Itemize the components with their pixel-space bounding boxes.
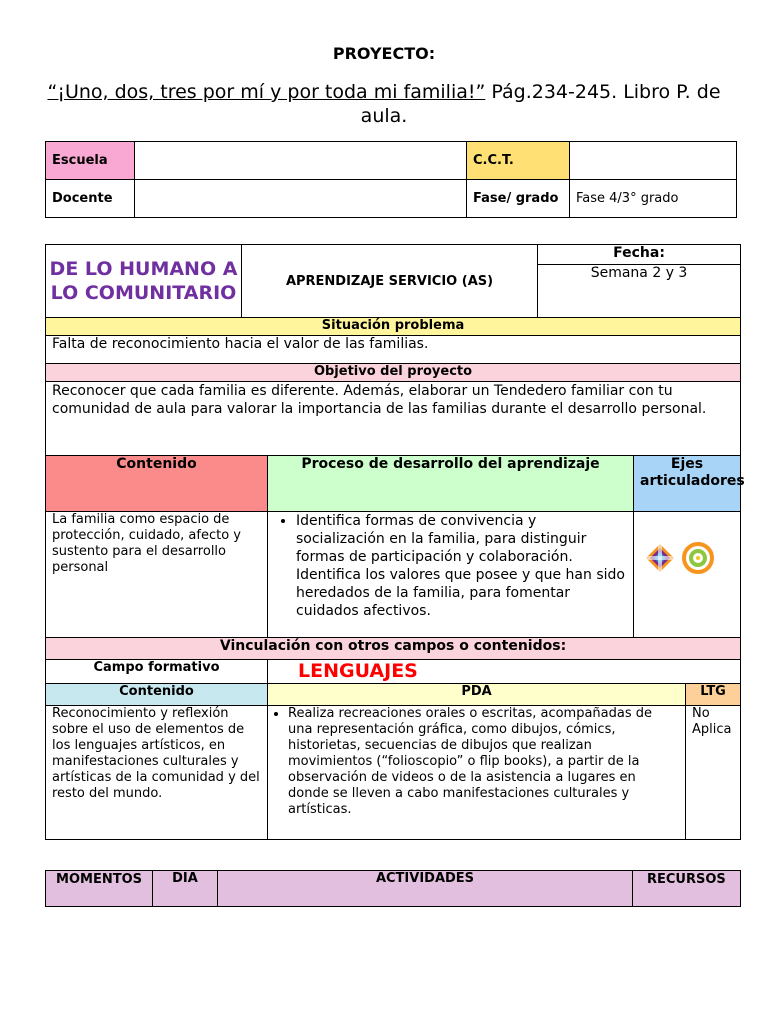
inclusion-icon (644, 542, 676, 574)
docente-field[interactable] (135, 180, 467, 218)
ejes-header: Ejes articuladores (634, 456, 741, 512)
ejes-cell (634, 512, 741, 638)
pda-text: • Realiza recreaciones orales o escritas, acompañadas de una representación gráfica, como dibujos, cómics, historietas, secuencias de dibujos que realizan movimientos (“folioscopio” o flip books), a partir de la observación de videos o de la asistencia a lugares en donde se lleven a cabo manifestaciones culturales y artísticas. (288, 706, 679, 818)
escuela-label: Escuela (46, 142, 135, 180)
docente-label: Docente (46, 180, 135, 218)
ltg-header: LTG (686, 684, 741, 706)
fecha-value: Semana 2 y 3 (538, 265, 741, 318)
campo-title: DE LO HUMANO A LO COMUNITARIO (46, 245, 242, 318)
project-subtitle (40, 80, 728, 128)
pda-header: PDA (268, 684, 686, 706)
actividades-header: ACTIVIDADES (218, 871, 633, 907)
situacion-label: Situación problema (46, 318, 741, 336)
metodologia: APRENDIZAJE SERVICIO (AS) (242, 245, 538, 318)
campo-formativo-value: LENGUAJES (268, 660, 741, 684)
contenido2-header: Contenido (46, 684, 268, 706)
info-table (45, 141, 737, 218)
momentos-header: MOMENTOS (46, 871, 153, 907)
contenido2-text: Reconocimiento y reflexión sobre el uso de elementos de los lenguajes artísticos, en manifestaciones culturales y artísticas de la comunidad y del resto del mundo. (46, 706, 268, 840)
contenido-text: La familia como espacio de protección, cuidado, afecto y sustento para el desarrollo personal (46, 512, 268, 638)
objetivo-text: Reconocer que cada familia es diferente. Además, elaborar un Tendedero familiar con tu comunidad de aula para valorar la importancia de las familias durante el desarrollo personal. (46, 382, 741, 456)
objetivo-label: Objetivo del proyecto (46, 364, 741, 382)
project-name: “¡Uno, dos, tres por mí y por toda mi familia!” (47, 81, 486, 103)
cct-field[interactable] (570, 142, 737, 180)
fase-label: Fase/ grado (467, 180, 570, 218)
pda-cell (268, 706, 686, 840)
ltg-text: No Aplica (686, 706, 741, 840)
fase-value: Fase 4/3° grado (570, 180, 737, 218)
project-reference: Pág.234-245. Libro P. de aula. (360, 81, 721, 127)
contenido-header: Contenido (46, 456, 268, 512)
project-table (45, 244, 745, 840)
dia-header: DIA (153, 871, 218, 907)
proceso-cell (268, 512, 634, 638)
vinculacion-label: Vinculación con otros campos o contenidos: (46, 638, 741, 660)
situacion-text: Falta de reconocimiento hacia el valor de las familias. (46, 336, 741, 364)
cct-label: C.C.T. (467, 142, 570, 180)
escuela-field[interactable] (135, 142, 467, 180)
interculturalidad-icon (682, 542, 714, 574)
recursos-header: RECURSOS (633, 871, 741, 907)
campo-formativo-label: Campo formativo (46, 660, 268, 684)
activities-table (45, 870, 741, 907)
proceso-header: Proceso de desarrollo del aprendizaje (268, 456, 634, 512)
proceso-text: • Identifica formas de convivencia y socialización en la familia, para distinguir formas de participación y colaboración. Identifica los valores que posee y que han sido heredados de la familia, para fomentar cuidados afectivos. (296, 512, 627, 620)
project-title: PROYECTO: (332, 44, 436, 63)
fecha-label: Fecha: (538, 245, 741, 265)
